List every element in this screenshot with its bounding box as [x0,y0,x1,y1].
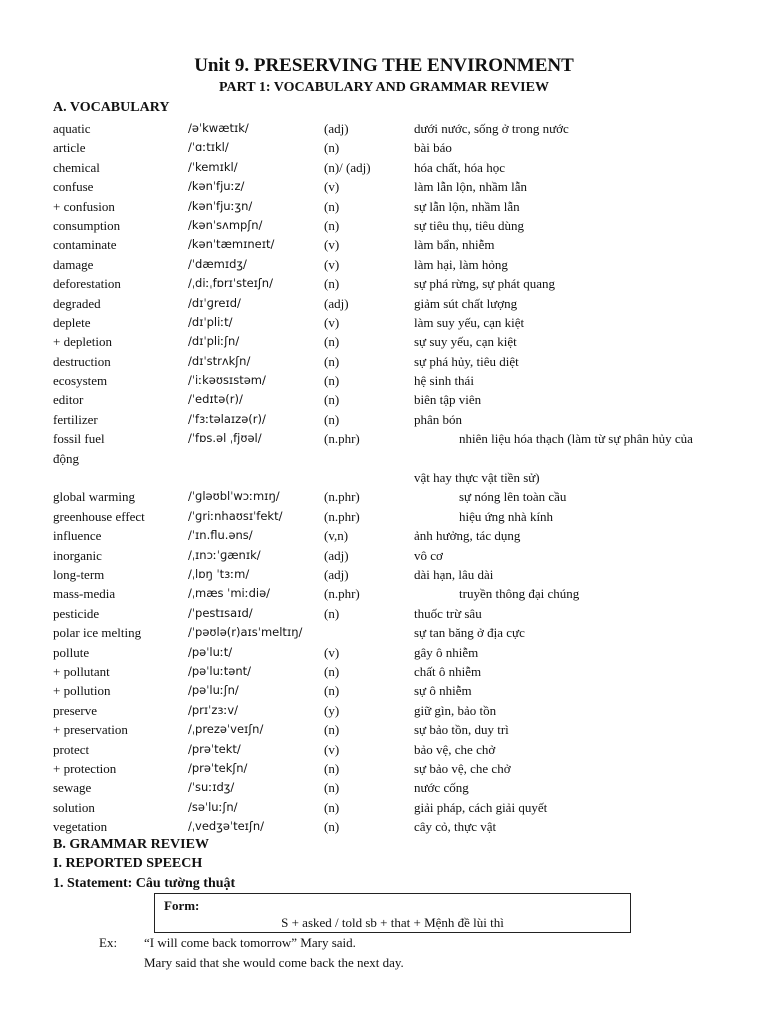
vocab-row [0,701,768,720]
vocab-pronunciation: /ˌɪnɔːˈɡænɪk/ [188,547,261,562]
vocab-meaning: cây cỏ, thực vật [414,819,497,835]
vocab-word: contaminate [53,237,117,253]
section-heading-grammar: B. GRAMMAR REVIEW [53,837,209,852]
vocab-meaning: giảm sút chất lượng [414,295,518,311]
example-direct-speech: “I will come back tomorrow” Mary said. [144,935,356,950]
vocab-word: + preservation [53,722,128,738]
vocab-part-of-speech: (n)/ (adj) [324,159,371,175]
vocab-row [0,371,768,390]
vocab-part-of-speech: (n) [324,780,340,796]
vocab-word: destruction [53,353,111,369]
vocab-pronunciation: /əˈkwætɪk/ [188,121,249,135]
vocab-row [0,507,768,526]
vocab-meaning: ảnh hưởng, tác dụng [414,528,521,544]
vocab-pronunciation: /ˈsuːɪdʒ/ [188,780,235,795]
vocab-part-of-speech: (n) [324,605,340,621]
vocab-part-of-speech: (n.phr) [324,508,360,524]
vocab-meaning: hóa chất, hóa học [414,159,505,175]
vocab-word: consumption [53,217,121,233]
vocab-row [0,449,768,468]
vocab-meaning: giải pháp, cách giải quyết [414,799,548,815]
vocab-pronunciation: /ˈedɪtə(r)/ [188,392,243,407]
vocab-meaning: hiệu ứng nhà kính [459,508,554,524]
vocab-word: protect [53,741,90,757]
vocab-pronunciation: /ˈɡriːnhaʊsɪˈfekt/ [188,508,283,523]
vocab-row [0,798,768,817]
vocab-word: damage [53,256,94,272]
vocab-meaning: bảo vệ, che chở [414,741,496,757]
vocab-word: + depletion [53,334,112,350]
vocab-pronunciation: /dɪˈɡreɪd/ [188,295,241,310]
vocab-row [0,332,768,351]
vocab-part-of-speech: (n) [324,663,340,679]
vocab-meaning: sự lẫn lộn, nhầm lẫn [414,198,520,214]
vocab-meaning: sự bảo tồn, duy trì [414,722,509,738]
vocab-word: global warming [53,489,135,505]
vocab-part-of-speech: (n) [324,392,340,408]
vocab-pronunciation: /pəˈluːtənt/ [188,663,252,678]
vocab-pronunciation: /pəˈluːt/ [188,644,233,659]
vocab-pronunciation: /ˌvedʒəˈteɪʃn/ [188,819,264,834]
vocab-pronunciation: /kənˈsʌmpʃn/ [188,217,263,232]
vocab-row [0,759,768,778]
vocab-row [0,197,768,216]
vocab-row [0,255,768,274]
vocab-meaning: dưới nước, sống ở trong nước [414,121,569,136]
vocab-meaning: sự suy yếu, cạn kiệt [414,334,517,350]
vocab-word: fossil fuel [53,431,105,447]
vocab-word: mass-media [53,586,116,602]
vocab-pronunciation: /ˌprezəˈveɪʃn/ [188,722,264,737]
vocab-meaning: sự phá hủy, tiêu diệt [414,353,519,369]
vocab-word: sewage [53,780,92,796]
vocab-row [0,546,768,565]
vocab-part-of-speech: (v) [324,256,340,272]
vocab-row [0,410,768,429]
vocab-meaning: vô cơ [414,547,443,563]
vocab-row [0,119,768,138]
section-heading-reported-speech: I. REPORTED SPEECH [53,856,203,871]
vocab-part-of-speech: (n) [324,760,340,776]
vocab-meaning: truyền thông đại chúng [459,586,580,602]
vocab-word: confuse [53,179,94,195]
vocab-meaning: sự phá rừng, sự phát quang [414,276,556,292]
vocab-row [0,623,768,642]
vocab-meaning: sự tiêu thụ, tiêu dùng [414,217,524,233]
vocab-row [0,468,768,487]
vocab-pronunciation: /ˈfɜːtəlaɪzə(r)/ [188,411,266,426]
vocab-meaning: bài báo [414,140,452,156]
vocab-row [0,177,768,196]
vocab-part-of-speech: (n) [324,373,340,389]
vocab-meaning: làm suy yếu, cạn kiệt [414,314,525,330]
vocab-part-of-speech: (adj) [324,295,349,311]
vocab-word: chemical [53,159,100,175]
vocab-pronunciation: /ˈɪn.flu.əns/ [188,528,253,543]
vocab-part-of-speech: (v) [324,179,340,195]
vocab-meaning: giữ gìn, bảo tồn [414,702,497,718]
vocab-word: pollute [53,644,90,660]
vocab-part-of-speech: (n) [324,198,340,214]
vocab-word: greenhouse effect [53,508,145,524]
vocab-part-of-speech: (n) [324,722,340,738]
vocab-part-of-speech: (n) [324,683,340,699]
vocab-pronunciation: /prəˈtekʃn/ [188,760,248,775]
vocab-row [0,565,768,584]
vocab-pronunciation: /ˌlɒŋ ˈtɜːm/ [188,566,250,581]
vocab-pronunciation: /ˈpəʊlə(r)aɪsˈmeltɪŋ/ [188,625,303,640]
vocab-word: aquatic [53,121,91,136]
vocab-part-of-speech: (v) [324,644,340,660]
vocab-row [0,235,768,254]
vocab-meaning: phân bón [414,411,463,427]
vocab-meaning: sự nóng lên toàn cầu [459,489,567,505]
vocab-row [0,216,768,235]
vocab-part-of-speech: (n) [324,334,340,350]
vocab-row [0,584,768,603]
vocab-pronunciation: /ˈfɒs.əl ˌfjʊəl/ [188,431,262,446]
vocab-part-of-speech: (n) [324,353,340,369]
section-heading-vocabulary: A. VOCABULARY [53,100,170,115]
vocab-part-of-speech: (v,n) [324,528,349,544]
vocab-meaning: chất ô nhiễm [414,663,482,679]
vocab-meaning: sự ô nhiễm [414,683,472,699]
vocab-pronunciation: /kənˈfjuːz/ [188,179,245,194]
vocab-pronunciation: /səˈluːʃn/ [188,799,238,814]
vocab-word: editor [53,392,84,408]
example-reported-speech: Mary said that she would come back the next day. [144,955,404,970]
vocab-part-of-speech: (n.phr) [324,489,360,505]
vocab-row [0,313,768,332]
vocab-meaning: nước cống [414,780,469,796]
vocab-word: deplete [53,314,91,330]
vocab-word: động [53,450,79,466]
vocab-row [0,352,768,371]
vocab-meaning: làm lẫn lộn, nhầm lẫn [414,179,528,195]
vocabulary-list [0,119,768,836]
vocab-meaning: sự bảo vệ, che chở [414,760,511,776]
vocab-pronunciation: /ˈpestɪsaɪd/ [188,605,253,620]
vocab-part-of-speech: (n) [324,411,340,427]
vocab-word: degraded [53,295,101,311]
vocab-meaning: làm hại, làm hỏng [414,256,508,272]
vocab-word: deforestation [53,276,121,292]
vocab-word: inorganic [53,547,102,563]
vocab-part-of-speech: (n) [324,276,340,292]
example-label: Ex: [99,935,118,950]
vocab-meaning: biên tập viên [414,392,482,408]
vocab-word: preserve [53,702,98,718]
vocab-part-of-speech: (v) [324,741,340,757]
vocab-row [0,390,768,409]
form-formula: S + asked / told sb + that + Mệnh đề lùi thì [281,915,504,930]
vocab-pronunciation: /dɪˈpliːʃn/ [188,334,240,349]
vocab-part-of-speech: (n.phr) [324,586,360,602]
vocab-row [0,274,768,293]
vocab-word: fertilizer [53,411,98,427]
vocab-part-of-speech: (n.phr) [324,431,360,447]
vocab-word: + pollution [53,683,111,699]
vocab-row [0,778,768,797]
vocab-pronunciation: /kənˈfjuːʒn/ [188,198,253,213]
vocab-part-of-speech: (n) [324,819,340,835]
vocab-row [0,681,768,700]
vocab-word: article [53,140,86,156]
vocab-pronunciation: /dɪˈpliːt/ [188,314,233,329]
vocab-word: polar ice melting [53,625,142,641]
vocab-pronunciation: /ˈiːkəʊsɪstəm/ [188,373,266,388]
vocab-meaning: thuốc trừ sâu [414,605,482,621]
form-label: Form: [164,898,200,913]
vocab-word: influence [53,528,102,544]
vocab-row [0,817,768,836]
vocab-word: long-term [53,566,105,582]
vocab-pronunciation: /ˈɡləʊblˈwɔːmɪŋ/ [188,489,280,504]
vocab-meaning: nhiên liệu hóa thạch (làm từ sự phân hủy của [459,431,693,447]
vocab-word: solution [53,799,95,815]
vocab-pronunciation: /dɪˈstrʌkʃn/ [188,353,251,368]
vocab-meaning: dài hạn, lâu dài [414,566,494,582]
vocab-pronunciation: /ˌmæs ˈmiːdiə/ [188,586,271,601]
vocab-word: + pollutant [53,663,110,679]
vocab-row [0,662,768,681]
vocab-pronunciation: /kənˈtæmɪneɪt/ [188,237,275,252]
vocab-pronunciation: /prəˈtekt/ [188,741,241,756]
vocab-pronunciation: /prɪˈzɜːv/ [188,702,239,717]
vocab-meaning: vật hay thực vật tiền sử) [414,470,540,486]
vocab-pronunciation: /ˌdiːˌfɒrɪˈsteɪʃn/ [188,276,273,291]
vocab-word: pesticide [53,605,100,621]
vocab-row [0,720,768,739]
vocab-meaning: gây ô nhiễm [414,644,479,660]
vocab-part-of-speech: (adj) [324,547,349,563]
vocab-row [0,643,768,662]
vocab-pronunciation: /ˈɑːtɪkl/ [188,140,229,155]
form-box [154,893,631,933]
vocab-row [0,138,768,157]
vocab-word: + confusion [53,198,115,214]
vocab-part-of-speech: (adj) [324,121,349,136]
vocab-pronunciation: /pəˈluːʃn/ [188,683,239,698]
section-heading-statement: 1. Statement: Câu tường thuật [53,876,236,891]
vocab-part-of-speech: (n) [324,799,340,815]
vocab-part-of-speech: (v) [324,314,340,330]
page-subtitle: PART 1: VOCABULARY AND GRAMMAR REVIEW [219,80,549,95]
vocab-row [0,158,768,177]
vocab-row [0,294,768,313]
vocab-part-of-speech: (n) [324,217,340,233]
vocab-meaning: sự tan băng ở địa cực [414,625,525,641]
vocab-pronunciation: /ˈdæmɪdʒ/ [188,256,247,271]
vocab-part-of-speech: (adj) [324,566,349,582]
vocab-part-of-speech: (v) [324,237,340,253]
vocab-word: ecosystem [53,373,108,389]
vocab-part-of-speech: (y) [324,702,340,718]
vocab-pronunciation: /ˈkemɪkl/ [188,159,238,174]
vocab-word: + protection [53,760,117,776]
vocab-part-of-speech: (n) [324,140,340,156]
vocab-row [0,429,768,448]
vocab-row [0,487,768,506]
vocab-row [0,526,768,545]
vocab-row [0,740,768,759]
page-title: Unit 9. PRESERVING THE ENVIRONMENT [194,55,574,76]
vocab-meaning: hệ sinh thái [414,373,474,389]
vocab-word: vegetation [53,819,108,835]
vocab-row [0,604,768,623]
vocab-meaning: làm bẩn, nhiễm [414,237,495,253]
